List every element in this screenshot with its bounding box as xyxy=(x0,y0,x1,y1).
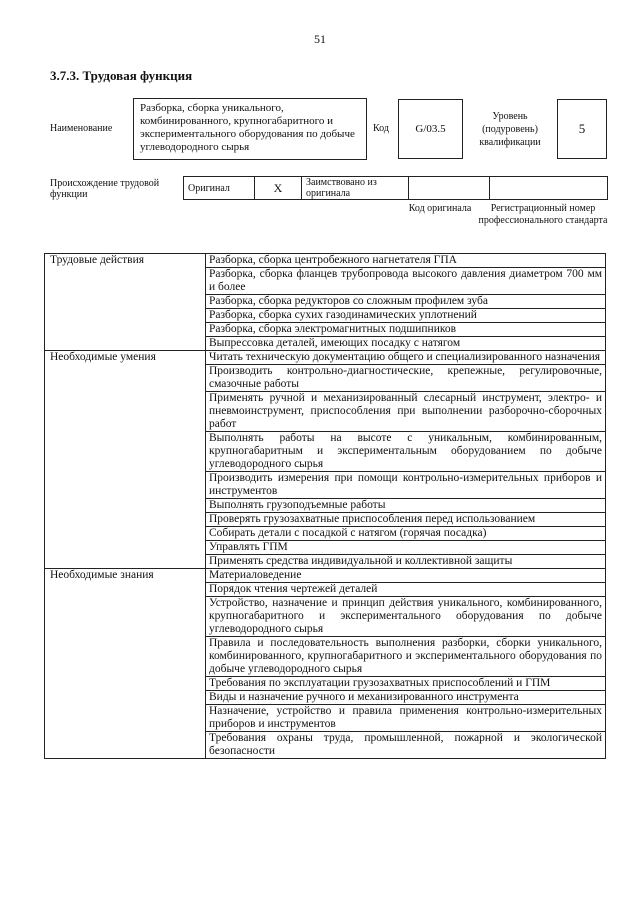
code-label: Код xyxy=(373,123,389,134)
item-cell: Разборка, сборка фланцев трубопровода высокого давления диаметром 700 мм и более xyxy=(206,268,606,295)
item-cell: Виды и назначение ручного и механизированного инструмента xyxy=(206,691,606,705)
item-cell: Порядок чтения чертежей деталей xyxy=(206,583,606,597)
item-cell: Производить измерения при помощи контрольно-измерительных приборов и инструментов xyxy=(206,472,606,499)
code-original-cell xyxy=(409,177,490,200)
code-value: G/03.5 xyxy=(398,99,463,159)
origin-label: Происхождение трудовой функции xyxy=(50,178,160,200)
category-cell: Необходимые умения xyxy=(45,351,206,569)
level-label: Уровень (подуровень) квалификации xyxy=(479,111,541,148)
table-row xyxy=(45,351,606,365)
item-cell: Разборка, сборка сухих газодинамических уплотнений xyxy=(206,309,606,323)
origin-table xyxy=(183,176,608,200)
category-cell: Трудовые действия xyxy=(45,254,206,351)
item-cell: Требования охраны труда, промышленной, пожарной и экологической безопасности xyxy=(206,732,606,759)
item-cell: Управлять ГПМ xyxy=(206,541,606,555)
borrowed-label: Заимствовано из оригинала xyxy=(302,177,409,200)
item-cell: Разборка, сборка центробежного нагнетателя ГПА xyxy=(206,254,606,268)
section-title: 3.7.3. Трудовая функция xyxy=(50,68,193,83)
item-cell: Требования по эксплуатации грузозахватных приспособлений и ГПМ xyxy=(206,677,606,691)
function-table xyxy=(44,253,606,759)
item-cell: Собирать детали с посадкой с натягом (горячая посадка) xyxy=(206,527,606,541)
category-cell: Необходимые знания xyxy=(45,569,206,759)
original-label: Оригинал xyxy=(184,177,255,200)
item-cell: Выполнять работы на высоте с уникальным, комбинированным, крупногабаритным и экспериментальным оборудованием по добыче углеводородного сырья xyxy=(206,432,606,472)
function-name: Разборка, сборка уникального, комбинированного, крупногабаритного и экспериментального оборудования по добыче углеводородного сырья xyxy=(133,98,367,160)
item-cell: Назначение, устройство и правила применения контрольно-измерительных приборов и инструментов xyxy=(206,705,606,732)
item-cell: Производить контрольно-диагностические, крепежные, регулировочные, смазочные работы xyxy=(206,365,606,392)
code-original-label: Код оригинала xyxy=(408,203,472,214)
reg-number-cell xyxy=(490,177,608,200)
page-number: 51 xyxy=(314,32,326,46)
table-row xyxy=(45,254,606,268)
item-cell: Выпрессовка деталей, имеющих посадку с натягом xyxy=(206,337,606,351)
reg-number-label: Регистрационный номер профессионального стандарта xyxy=(478,203,608,226)
item-cell: Материаловедение xyxy=(206,569,606,583)
table-row xyxy=(45,569,606,583)
item-cell: Читать техническую документацию общего и специализированного назначения xyxy=(206,351,606,365)
item-cell: Проверять грузозахватные приспособления перед использованием xyxy=(206,513,606,527)
item-cell: Применять средства индивидуальной и коллективной защиты xyxy=(206,555,606,569)
item-cell: Разборка, сборка электромагнитных подшипников xyxy=(206,323,606,337)
name-label: Наименование xyxy=(50,123,113,134)
item-cell: Применять ручной и механизированный слесарный инструмент, электро- и пневмоинструмент, приспособления при выполнении разборочно-сборочных работ xyxy=(206,392,606,432)
item-cell: Выполнять грузоподъемные работы xyxy=(206,499,606,513)
item-cell: Разборка, сборка редукторов со сложным профилем зуба xyxy=(206,295,606,309)
item-cell: Правила и последовательность выполнения разборки, сборки уникального, комбинированного, крупногабаритного и экспериментального оборудования по добыче углеводородного сырья xyxy=(206,637,606,677)
level-value: 5 xyxy=(557,99,607,159)
original-mark: X xyxy=(255,177,302,200)
item-cell: Устройство, назначение и принцип действия уникального, комбинированного, крупногабаритного и экспериментального оборудования по добыче углеводородного сырья xyxy=(206,597,606,637)
